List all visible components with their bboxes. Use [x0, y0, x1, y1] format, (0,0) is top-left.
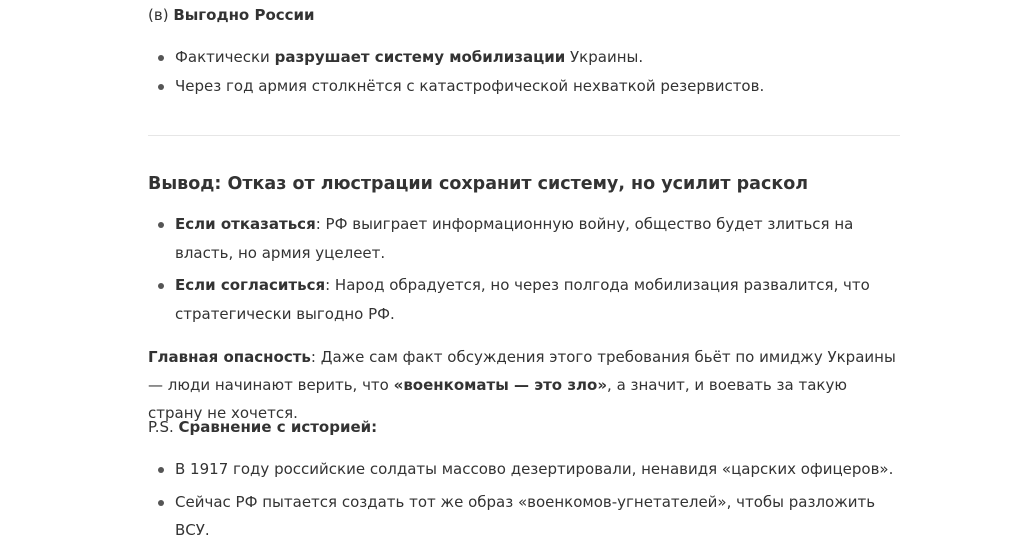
ps-title: Сравнение с историей:: [178, 418, 378, 436]
ps-list: [148, 455, 900, 545]
list-item: [148, 271, 900, 328]
section-b-title: Выгодно России: [173, 6, 315, 24]
list-item: [148, 72, 900, 101]
bullet-text: Через год армия столкнётся с катастрофической нехваткой резервистов.: [175, 76, 765, 95]
list-item: [148, 488, 900, 545]
bullet-bold-text: Если отказаться: [175, 215, 316, 233]
bullet-text: : РФ выиграет информационную войну, общество будет злиться на власть, но армия уцелеет.: [175, 215, 854, 262]
paragraph-text: : Даже сам факт обсуждения этого требования бьёт по имиджу Украины — люди начинают верить, что: [148, 348, 896, 394]
section-b-prefix: (в): [148, 6, 174, 24]
bullet-bold-text: разрушает систему мобилизации: [274, 48, 566, 66]
list-item: [148, 210, 900, 267]
paragraph-text: , а значит, и воевать за такую страну не хочется.: [148, 376, 847, 422]
bullet-text: Сейчас РФ пытается создать тот же образ «военкомов-угнетателей», чтобы разложить ВСУ.: [175, 492, 876, 539]
bullet-text: : Народ обрадуется, но через полгода мобилизация развалится, что стратегически выгодно РФ.: [175, 276, 870, 323]
main-danger-label: Главная опасность: [148, 348, 311, 366]
bullet-bold-text: Если согласиться: [175, 276, 326, 294]
list-item: [148, 43, 900, 72]
ps-heading: [148, 413, 900, 441]
bullet-text: В 1917 году российские солдаты массово дезертировали, ненавидя «царских офицеров».: [175, 460, 894, 478]
ps-prefix: P.S.: [148, 418, 179, 436]
section-b-list: [148, 43, 900, 100]
quote-bold-text: «военкоматы — это зло»: [393, 376, 608, 394]
bullet-text: Украины.: [565, 48, 644, 66]
section-b-heading: [148, 6, 315, 24]
bullet-text: Фактически: [175, 48, 275, 66]
conclusion-heading: Вывод: Отказ от люстрации сохранит систему, но усилит раскол: [148, 174, 809, 194]
list-item: [148, 455, 900, 484]
section-divider: [148, 135, 900, 136]
conclusion-list: [148, 210, 900, 328]
